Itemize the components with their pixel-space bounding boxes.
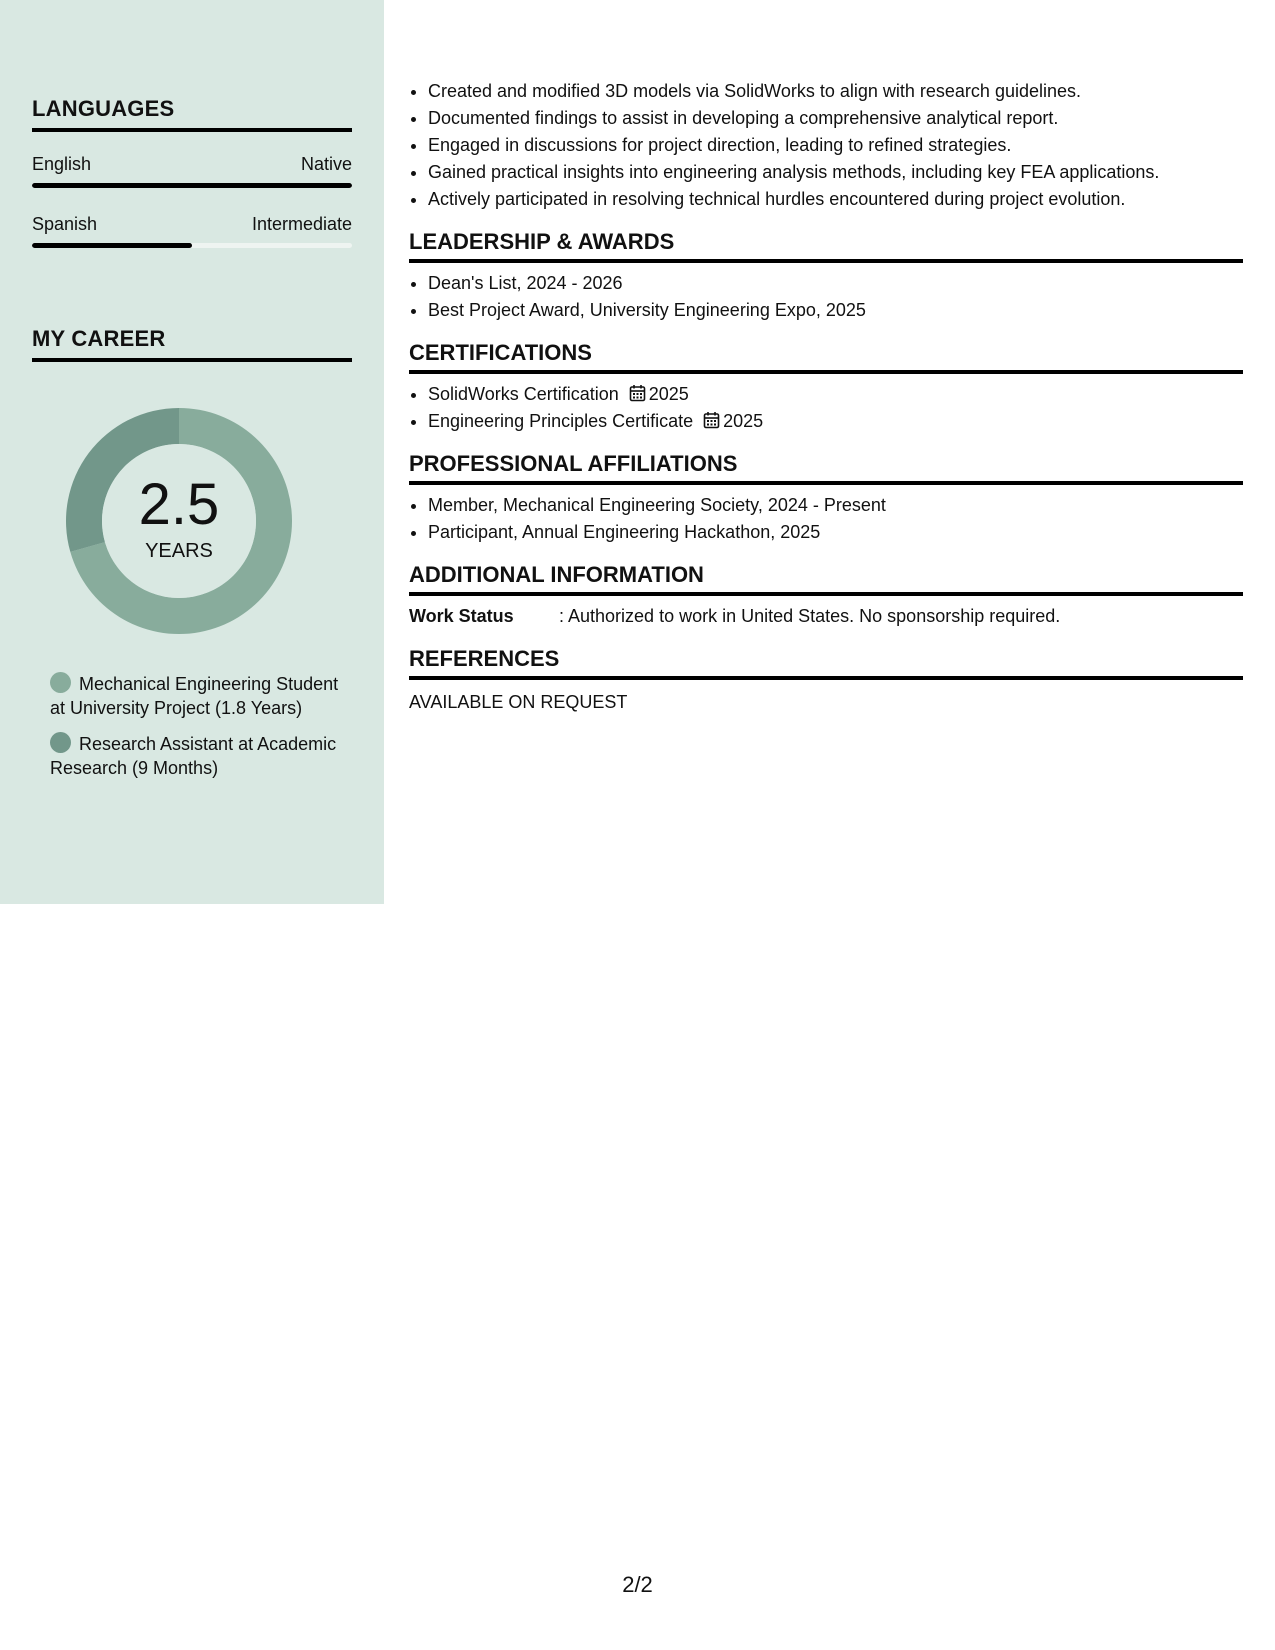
references-section (409, 646, 1243, 716)
certification-item (428, 381, 1243, 408)
experience-bullet: • Engaged in discussions for project direction, leading to refined strategies. (428, 132, 1243, 159)
affiliations-section (409, 451, 1243, 546)
leadership-list (409, 270, 1243, 324)
legend-dot-icon (50, 672, 71, 693)
sidebar-content (32, 96, 352, 780)
language-proficiency-fill (32, 183, 352, 188)
career-legend (50, 672, 340, 780)
certification-name: Engineering Principles Certificate (428, 411, 694, 431)
career-legend-label: Mechanical Engineering Student at University Project (1.8 Years) (50, 674, 339, 718)
additional-info-section (409, 562, 1243, 630)
career-legend-item (50, 672, 340, 720)
affiliation-item: • Member, Mechanical Engineering Society, 2024 - Present (428, 492, 1243, 519)
language-item-english (32, 154, 352, 188)
legend-dot-icon (50, 732, 71, 753)
certifications-heading: CERTIFICATIONS (409, 340, 1243, 374)
experience-bullet: • Gained practical insights into engineering analysis methods, including key FEA applications. (428, 159, 1243, 186)
language-name: Spanish (32, 214, 98, 234)
leadership-section (409, 229, 1243, 324)
career-total-unit: YEARS (145, 539, 213, 562)
sidebar (0, 0, 384, 904)
career-legend-item (50, 732, 340, 780)
language-proficiency-bar (32, 183, 352, 188)
affiliations-list (409, 492, 1243, 546)
experience-bullet: • Documented findings to assist in developing a comprehensive analytical report. (428, 105, 1243, 132)
certification-item (428, 408, 1243, 435)
work-status-row (409, 603, 1243, 630)
certification-year: 2025 (723, 411, 764, 431)
language-proficiency-fill (32, 243, 192, 248)
languages-section (32, 96, 352, 248)
certifications-list (409, 381, 1243, 435)
career-section (32, 326, 352, 780)
references-text: AVAILABLE ON REQUEST (409, 692, 628, 712)
leadership-item: • Best Project Award, University Engineering Expo, 2025 (428, 297, 1243, 324)
certifications-section (409, 340, 1243, 435)
work-status-value: : Authorized to work in United States. No sponsorship required. (559, 606, 1061, 626)
leadership-heading: LEADERSHIP & AWARDS (409, 229, 1243, 263)
affiliation-item: • Participant, Annual Engineering Hackathon, 2025 (428, 519, 1243, 546)
work-status-label: Work Status (409, 606, 514, 626)
certification-year: 2025 (648, 384, 689, 404)
certification-name: SolidWorks Certification (428, 384, 619, 404)
language-item-spanish (32, 214, 352, 248)
language-name: English (32, 154, 92, 174)
references-heading: REFERENCES (409, 646, 1243, 680)
main-content (409, 78, 1243, 716)
languages-heading: LANGUAGES (32, 96, 352, 132)
experience-bullet-list (409, 78, 1243, 213)
language-proficiency-bar (32, 243, 352, 248)
career-donut-chart (66, 408, 292, 634)
calendar-icon (629, 384, 646, 402)
career-heading: MY CAREER (32, 326, 352, 362)
additional-info-heading: ADDITIONAL INFORMATION (409, 562, 1243, 596)
experience-bullet: • Actively participated in resolving technical hurdles encountered during project evolution. (428, 186, 1243, 213)
donut-center (66, 408, 292, 634)
page-number: 2/2 (622, 1572, 653, 1597)
language-level: Intermediate (251, 214, 352, 234)
leadership-item: • Dean's List, 2024 - 2026 (428, 270, 1243, 297)
language-level: Native (300, 154, 352, 174)
affiliations-heading: PROFESSIONAL AFFILIATIONS (409, 451, 1243, 485)
career-legend-label: Research Assistant at Academic Research (9 Months) (50, 734, 337, 778)
experience-bullet: • Created and modified 3D models via SolidWorks to align with research guidelines. (428, 78, 1243, 105)
career-total-value: 2.5 (138, 471, 220, 537)
calendar-icon (703, 411, 720, 429)
